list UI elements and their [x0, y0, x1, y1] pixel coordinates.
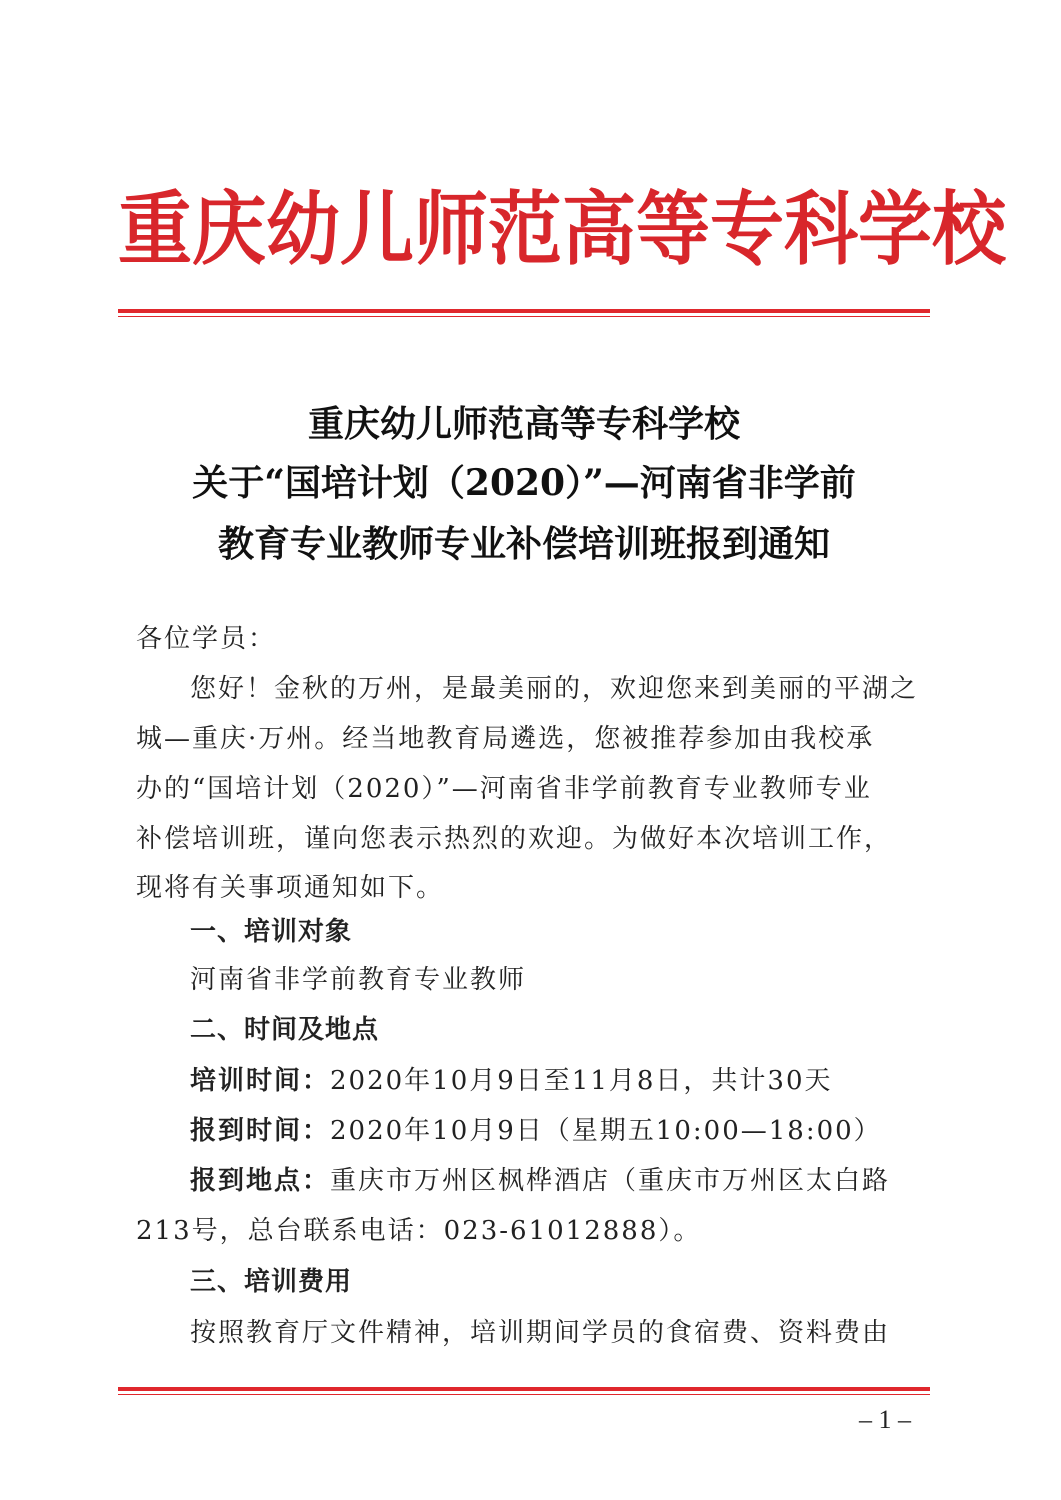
salutation: 各位学员： [136, 624, 277, 654]
section-3-heading: 三、培训费用 [190, 1267, 353, 1297]
section-1-heading: 一、培训对象 [190, 917, 353, 947]
footer-divider [118, 1387, 930, 1395]
training-time-row [190, 1061, 833, 1101]
intro-line-5: 现将有关事项通知如下。 [136, 873, 445, 903]
report-time-value: 2020年10月9日（星期五10:00—18:00） [330, 1116, 882, 1146]
notice-title-line-1: 重庆幼儿师范高等专科学校 [307, 403, 740, 445]
report-time-row [190, 1111, 882, 1151]
training-time-value: 2020年10月9日至11月8日，共计30天 [330, 1066, 833, 1096]
report-place-continuation: 213号，总台联系电话：023-61012888）。 [136, 1216, 702, 1246]
report-place-value: 重庆市万州区枫桦酒店（重庆市万州区太白路 [330, 1166, 891, 1196]
notice-title-line-3: 教育专业教师专业补偿培训班报到通知 [217, 523, 830, 565]
report-place-row [190, 1161, 890, 1201]
intro-line-3: 办的“国培计划（2020）”—河南省非学前教育专业教师专业 [136, 774, 872, 804]
section-3-text: 按照教育厅文件精神，培训期间学员的食宿费、资料费由 [190, 1318, 891, 1348]
section-1-text: 河南省非学前教育专业教师 [190, 965, 527, 995]
letterhead-divider [118, 309, 930, 317]
training-time-label: 培训时间： [190, 1066, 331, 1096]
section-2-heading: 二、时间及地点 [190, 1015, 380, 1045]
intro-line-4: 补偿培训班，谨向您表示热烈的欢迎。为做好本次培训工作， [136, 824, 893, 854]
letterhead-title: 重庆幼儿师范高等专科学校 [118, 183, 1006, 277]
report-time-label: 报到时间： [190, 1116, 331, 1146]
page-number: – 1 – [859, 1405, 911, 1434]
report-place-label: 报到地点： [190, 1166, 331, 1196]
intro-line-1: 您好！金秋的万州，是最美丽的，欢迎您来到美丽的平湖之 [190, 674, 919, 704]
intro-line-2: 城—重庆·万州。经当地教育局遴选，您被推荐参加由我校承 [136, 724, 875, 754]
notice-title-line-2: 关于“国培计划（2020）”—河南省非学前 [192, 462, 856, 504]
